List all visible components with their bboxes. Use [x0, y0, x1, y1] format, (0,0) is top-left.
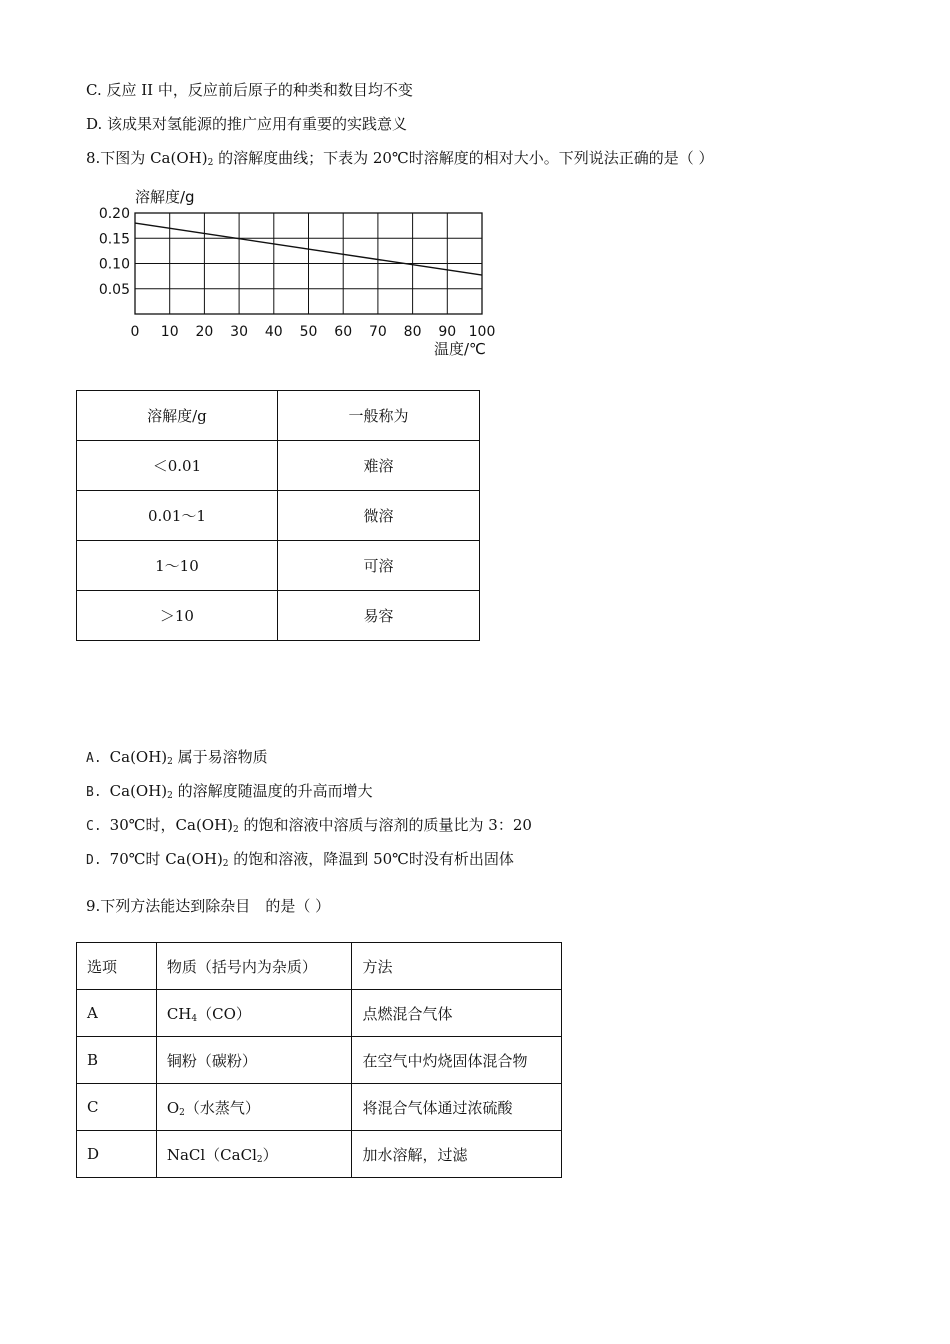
x-tick-label: 80	[403, 324, 422, 340]
solubility-chart	[90, 180, 510, 360]
table-cell: 在空气中灼烧固体混合物	[352, 1037, 562, 1084]
table-cell: 将混合气体通过浓硫酸	[352, 1084, 562, 1131]
purification-table	[76, 942, 562, 1178]
table-row	[77, 541, 480, 591]
prev-option-d: D. 该成果对氢能源的推广应用有重要的实践意义	[86, 115, 408, 133]
table-row	[77, 491, 480, 541]
chart-y-ticks	[99, 206, 130, 298]
table-header-row	[77, 943, 562, 990]
table-cell: NaCl（CaCl$_2$）	[156, 1131, 352, 1178]
x-tick-label: 50	[299, 324, 318, 340]
question-8-stem: 8.下图为 $Ca(OH)_2$ 的溶解度曲线；下表为 20℃时溶解度的相对大小。下列说法正确的是（ ）	[86, 149, 714, 168]
question-9-stem: 9.下列方法能达到除杂目 的是（ ）	[86, 897, 331, 915]
x-tick-label: 30	[230, 324, 249, 340]
table-header-cell: 物质（括号内为杂质）	[156, 943, 352, 990]
y-tick-label: 0.10	[98, 256, 130, 273]
table-cell: ＞10	[77, 591, 278, 641]
table-row	[77, 1131, 562, 1178]
chart-x-ticks	[131, 324, 496, 340]
table-cell: 1～10	[77, 541, 278, 591]
table-cell: 难溶	[277, 441, 479, 491]
table-cell: A	[77, 990, 157, 1037]
x-tick-label: 60	[334, 324, 353, 340]
table-header-cell: 一般称为	[277, 391, 479, 441]
table-row	[77, 990, 562, 1037]
question-8-option-a[interactable]: A. $Ca(OH)_2$ 属于易溶物质	[86, 748, 268, 767]
question-8-option-b[interactable]: B. $Ca(OH)_2$ 的溶解度随温度的升高而增大	[86, 782, 373, 801]
table-cell: C	[77, 1084, 157, 1131]
table-header-cell: 选项	[77, 943, 157, 990]
table-header-row	[77, 391, 480, 441]
table-row	[77, 441, 480, 491]
chart-ylabel: 溶解度/g	[135, 188, 195, 206]
y-tick-label: 0.15	[98, 231, 130, 248]
table-cell: 可溶	[277, 541, 479, 591]
table-row	[77, 1084, 562, 1131]
table-row	[77, 591, 480, 641]
table-cell: 易容	[277, 591, 479, 641]
question-8-option-c[interactable]: C. 30℃时，$Ca(OH)_2$ 的饱和溶液中溶质与溶剂的质量比为 3：20	[86, 816, 532, 835]
prev-option-c: C. 反应 II 中，反应前后原子的种类和数目均不变	[86, 81, 413, 99]
x-tick-label: 10	[160, 324, 179, 340]
table-cell: D	[77, 1131, 157, 1178]
question-8-option-d[interactable]: D. 70℃时 $Ca(OH)_2$ 的饱和溶液，降温到 50℃时没有析出固体	[86, 850, 514, 869]
chart-xlabel: 温度/℃	[434, 340, 486, 358]
table-cell: 加水溶解，过滤	[352, 1131, 562, 1178]
table-cell: 铜粉（碳粉）	[156, 1037, 352, 1084]
table-cell: 点燃混合气体	[352, 990, 562, 1037]
x-tick-label: 100	[468, 324, 496, 340]
x-tick-label: 20	[195, 324, 214, 340]
table-cell: B	[77, 1037, 157, 1084]
solubility-class-table	[76, 390, 480, 641]
table-cell: 0.01～1	[77, 491, 278, 541]
table-header-cell: 方法	[352, 943, 562, 990]
y-tick-label: 0.20	[98, 206, 130, 222]
table-cell: 微溶	[277, 491, 479, 541]
table-cell: $CH_4(CO)$	[156, 990, 352, 1037]
x-tick-label: 0	[130, 324, 140, 340]
x-tick-label: 40	[264, 324, 283, 340]
table-cell: ＜0.01	[77, 441, 278, 491]
table-row	[77, 1037, 562, 1084]
table-header-cell: 溶解度/g	[77, 391, 278, 441]
y-tick-label: 0.05	[98, 281, 130, 298]
table-cell: $O_2$（水蒸气）	[156, 1084, 352, 1131]
x-tick-label: 90	[438, 324, 457, 340]
x-tick-label: 70	[368, 324, 387, 340]
chart-grid	[135, 213, 482, 314]
